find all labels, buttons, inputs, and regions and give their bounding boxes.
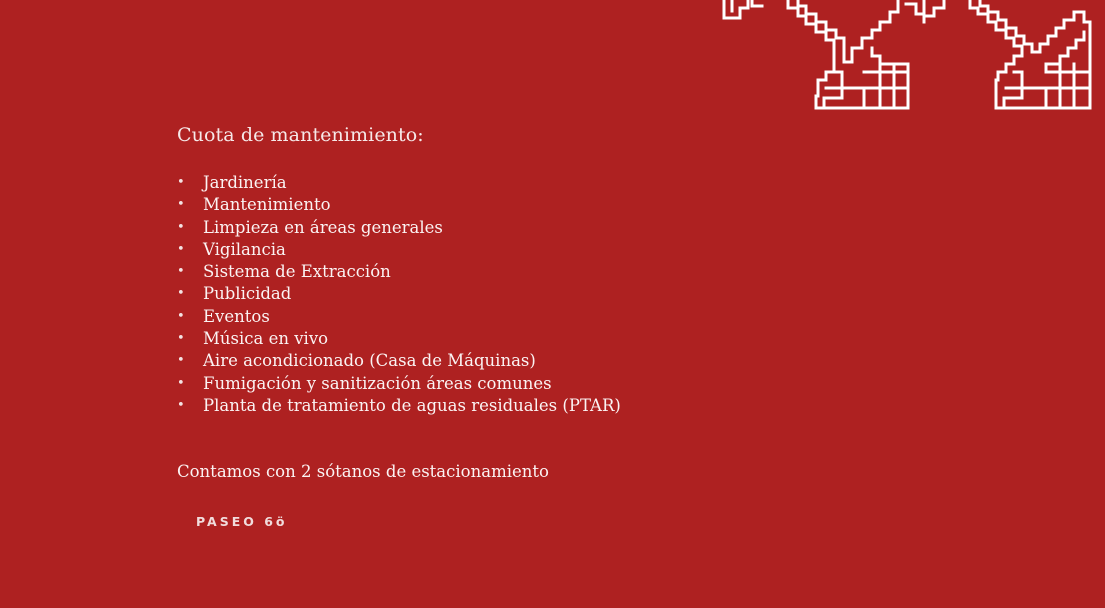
- maintenance-list: [177, 172, 621, 417]
- list-item-label: Publicidad: [203, 284, 292, 304]
- bullet-icon: •: [177, 375, 185, 391]
- bullet-icon: •: [177, 175, 185, 190]
- list-item: [177, 395, 621, 417]
- list-item-label: Limpieza en áreas generales: [203, 217, 443, 237]
- list-item-label: Jardinería: [203, 173, 287, 192]
- bullet-icon: •: [177, 353, 185, 369]
- list-item-label: Música en vivo: [203, 329, 329, 349]
- bullet-icon: •: [177, 397, 185, 413]
- list-item: [177, 239, 621, 261]
- list-item: [177, 283, 621, 305]
- parking-note: Contamos con 2 sótanos de estacionamiento: [177, 462, 549, 481]
- list-item-label: Planta de tratamiento de aguas residuales (PTAR): [203, 395, 621, 415]
- bullet-icon: •: [177, 331, 185, 347]
- bullet-icon: •: [177, 241, 185, 257]
- list-item: [177, 172, 621, 194]
- brand-logo: PASEO 6ö: [196, 514, 288, 529]
- list-item-label: Fumigación y sanitización áreas comunes: [203, 373, 552, 393]
- bullet-icon: •: [177, 286, 185, 302]
- list-item-label: Sistema de Extracción: [203, 262, 391, 282]
- bullet-icon: •: [177, 264, 185, 280]
- maintenance-heading: Cuota de mantenimiento:: [177, 124, 424, 146]
- list-item: [177, 373, 621, 395]
- list-item: [177, 194, 621, 216]
- list-item: [177, 261, 621, 283]
- list-item-label: Eventos: [203, 306, 270, 326]
- list-item: [177, 350, 621, 372]
- list-item-label: Vigilancia: [203, 239, 286, 259]
- list-item-label: Mantenimiento: [203, 195, 331, 215]
- pixel-fretwork-ornament-icon: [722, 0, 1105, 115]
- list-item: [177, 328, 621, 350]
- bullet-icon: •: [177, 197, 185, 213]
- list-item: [177, 306, 621, 328]
- bullet-icon: •: [177, 219, 185, 235]
- list-item: [177, 217, 621, 239]
- list-item-label: Aire acondicionado (Casa de Máquinas): [203, 351, 536, 371]
- bullet-icon: •: [177, 308, 185, 324]
